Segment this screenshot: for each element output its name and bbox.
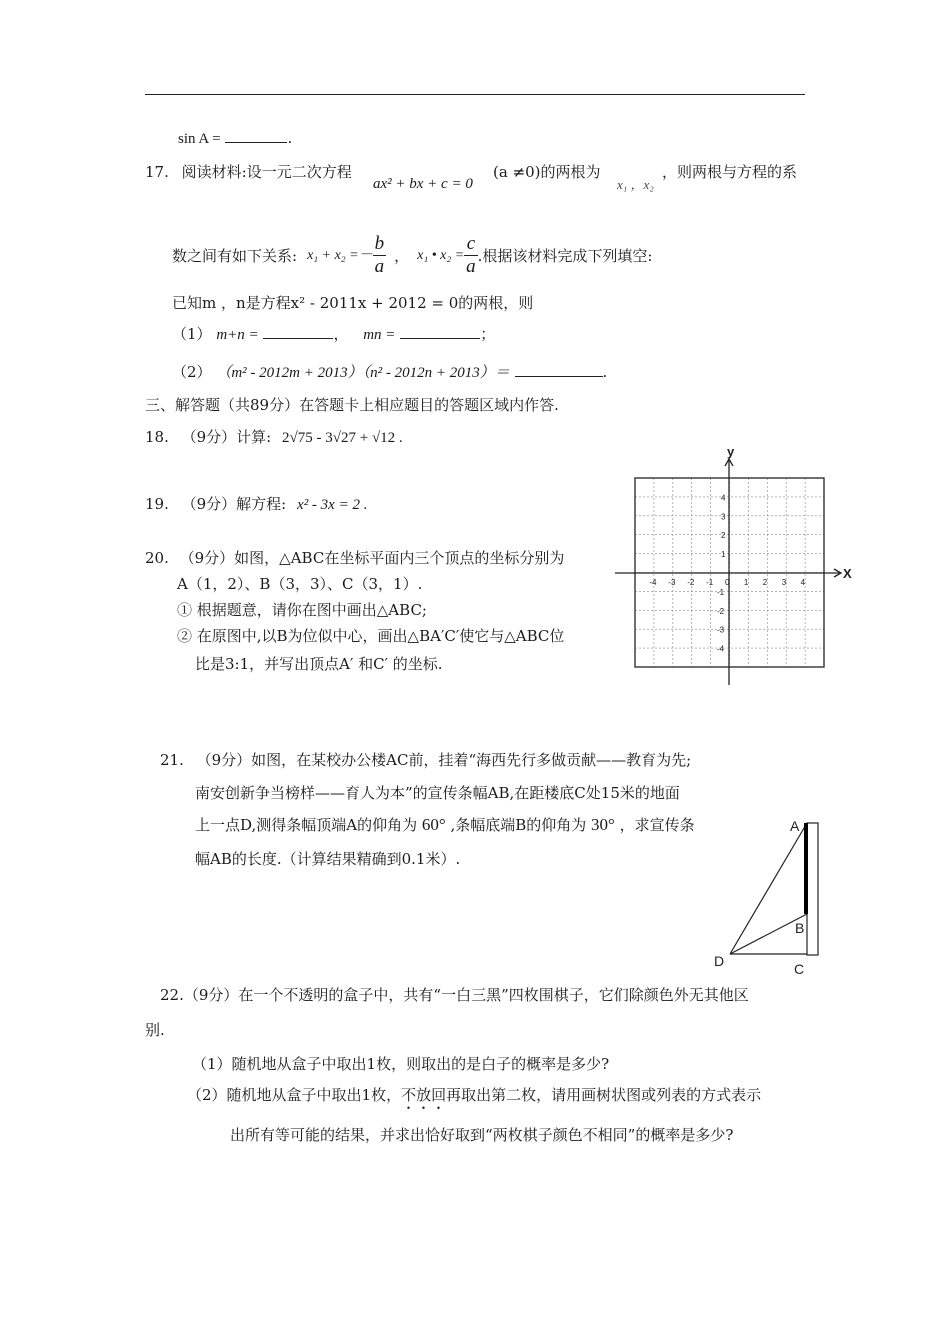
q17-sum-denominator: a	[374, 256, 385, 277]
q16-sinA: sin A =	[178, 131, 221, 147]
q18-number: 18.	[145, 428, 169, 446]
q17-part2	[172, 362, 607, 383]
q20-line3: ① 根据题意，请你在图中画出△ABC;	[177, 601, 427, 619]
q17-line2: 数之间有如下关系: x₁ + x₂ =－ $\frac{b}{a}$ ， x₁ • x₂ = $\frac{c}{a}$ .根据该材料完成下列填空:	[172, 233, 653, 277]
point-B: B	[795, 920, 805, 936]
x-tick-label: 0	[725, 578, 730, 587]
q17-part2-expression: （m² - 2012m + 2013）（n² - 2012n + 2013）＝	[216, 365, 510, 381]
q17-part1: （1） m+n = ， mn = ；	[172, 325, 496, 343]
q20-line1	[145, 548, 564, 568]
q21-angle-60: 60°	[421, 815, 446, 834]
q17-sum-fraction	[373, 233, 387, 278]
x-tick-label: 4	[800, 578, 806, 587]
q20-line4	[177, 626, 617, 646]
q17-roots: x₁ ，x₂	[617, 177, 654, 192]
q21-angle-30: 30°	[591, 815, 615, 834]
q17-prod-denominator: a	[466, 256, 476, 277]
q17-part1-label: （1）	[172, 325, 212, 343]
x-tick-labels	[649, 578, 805, 587]
q20-line5: 比是3:1，并写出顶点A′ 和C′ 的坐标.	[195, 655, 443, 673]
q21-line3	[195, 815, 695, 835]
y-tick-label: 4	[721, 493, 726, 503]
q22-line1: 22.（9分）在一个不透明的盒子中，共有“一白三黑”四枚围棋子，它们除颜色外无其他区	[160, 986, 749, 1004]
q19-expression: x² - 3x = 2 .	[297, 497, 368, 513]
coordinate-grid	[610, 440, 860, 690]
q17-prod-fraction	[464, 233, 478, 278]
q20-line2: A（1，2）、B（3，3）、C（3，1）.	[177, 575, 423, 593]
q17-condition: (a ≠0)的两根为	[493, 163, 601, 181]
y-axis-label: y	[727, 444, 735, 459]
building-AC	[807, 823, 818, 955]
y-tick-label: 2	[721, 531, 726, 541]
x-tick-label: 1	[743, 578, 749, 587]
q16-answer-blank[interactable]	[225, 128, 287, 143]
q17-prod-numerator: c	[464, 233, 478, 256]
q21-line2: 南安创新争当榜样——育人为本”的宣传条幅AB,在距楼底C处15米的地面	[195, 784, 680, 802]
q17-part1-product: mn =	[363, 327, 396, 343]
q20-text-1: （9分）如图，△ABC在坐标平面内三个顶点的坐标分别为	[179, 549, 565, 567]
y-tick-label: -1	[717, 587, 725, 597]
point-C: C	[794, 961, 805, 977]
q22-part2-line2: 出所有等可能的结果，并求出恰好取到“两枚棋子颜色不相同”的概率是多少?	[230, 1126, 734, 1144]
q18-label: （9分）计算:	[181, 428, 272, 446]
header-rule	[145, 94, 805, 95]
q17-line2-tail: .根据该材料完成下列填空:	[477, 246, 653, 265]
x-tick-label: -2	[687, 578, 695, 587]
q21-line4: 幅AB的长度.（计算结果精确到0.1米）.	[195, 850, 461, 868]
q18	[145, 427, 403, 448]
q21-line1	[160, 750, 691, 770]
q17-part2-blank[interactable]	[515, 362, 603, 377]
q17-prod-lhs: x₁ • x₂ =	[417, 247, 465, 263]
y-tick-label: 1	[721, 550, 726, 560]
q17-line1	[145, 162, 352, 182]
q17-part2-end: .	[602, 363, 608, 381]
point-A: A	[790, 818, 800, 834]
building-figure	[710, 812, 830, 982]
x-tick-label: 3	[781, 578, 787, 587]
y-tick-label: 3	[721, 512, 726, 522]
q21-text-3c: ，求宣传条	[619, 816, 695, 834]
y-tick-label: -2	[717, 606, 725, 616]
q17-part1-sum: m+n =	[216, 327, 259, 343]
x-tick-label: -3	[668, 578, 676, 587]
q17-sum-lhs: x₁ + x₂ =－	[307, 247, 373, 263]
q17-given: 已知m ，n是方程x² - 2011x + 2012 = 0的两根，则	[172, 294, 534, 312]
x-tick-label: -1	[706, 578, 714, 587]
q21-text-1: （9分）如图，在某校办公楼AC前，挂着“海西先行多做贡献——教育为先;	[196, 751, 692, 769]
q17-tail: ，则两根与方程的系	[662, 163, 798, 181]
q17-sum-numerator: b	[374, 233, 385, 254]
q22-part1: （1）随机地从盒子中取出1枚，则取出的是白子的概率是多少?	[192, 1055, 610, 1073]
x-axis-label: X	[843, 566, 852, 581]
x-tick-label: -4	[649, 578, 657, 587]
q17-part2-label: （2）	[172, 363, 212, 381]
q17-intro: 阅读材料:设一元二次方程	[181, 163, 352, 181]
q17-part1-end: ；	[480, 325, 496, 343]
q16-tail: sin A = .	[178, 129, 293, 147]
q17-equation: ax² + bx + c = 0	[373, 176, 473, 192]
q17-number: 17.	[145, 163, 169, 181]
y-tick-label: -4	[717, 644, 725, 654]
q21-number: 21.	[160, 751, 184, 769]
y-tick-label: -3	[717, 625, 725, 635]
q17-part1-blank-b[interactable]	[400, 324, 480, 339]
section3-title: 三、解答题（共89分）在答题卡上相应题目的答题区域内作答.	[145, 396, 559, 414]
q19-label: （9分）解方程:	[181, 495, 287, 513]
q22-line2: 别.	[145, 1021, 165, 1039]
q22-part2-text-a: （2）随机地从盒子中取出1枚，	[187, 1086, 402, 1104]
q20-text-4: ② 在原图中,以B为位似中心，画出△BA′C′使它与△ABC位	[177, 627, 565, 645]
q19	[145, 494, 367, 515]
q21-text-3a: 上一点D,测得条幅顶端A的仰角为	[195, 816, 418, 834]
x-tick-label: 2	[762, 578, 768, 587]
q20-number: 20.	[145, 549, 169, 567]
q17-part1-blank-a[interactable]	[263, 324, 333, 339]
q18-expression: 2√75 - 3√27 + √12 .	[282, 430, 403, 446]
q17-line2-intro: 数之间有如下关系:	[172, 246, 298, 265]
q22-part2-line1	[187, 1085, 761, 1113]
q21-text-3b: ,条幅底端B的仰角为	[450, 816, 587, 834]
point-D: D	[714, 953, 725, 969]
q22-part2-text-c: 再取出第二枚，请用画树状图或列表的方式表示	[446, 1086, 762, 1104]
q19-number: 19.	[145, 495, 169, 513]
q22-part2-emphasis: 不放回	[401, 1086, 447, 1104]
